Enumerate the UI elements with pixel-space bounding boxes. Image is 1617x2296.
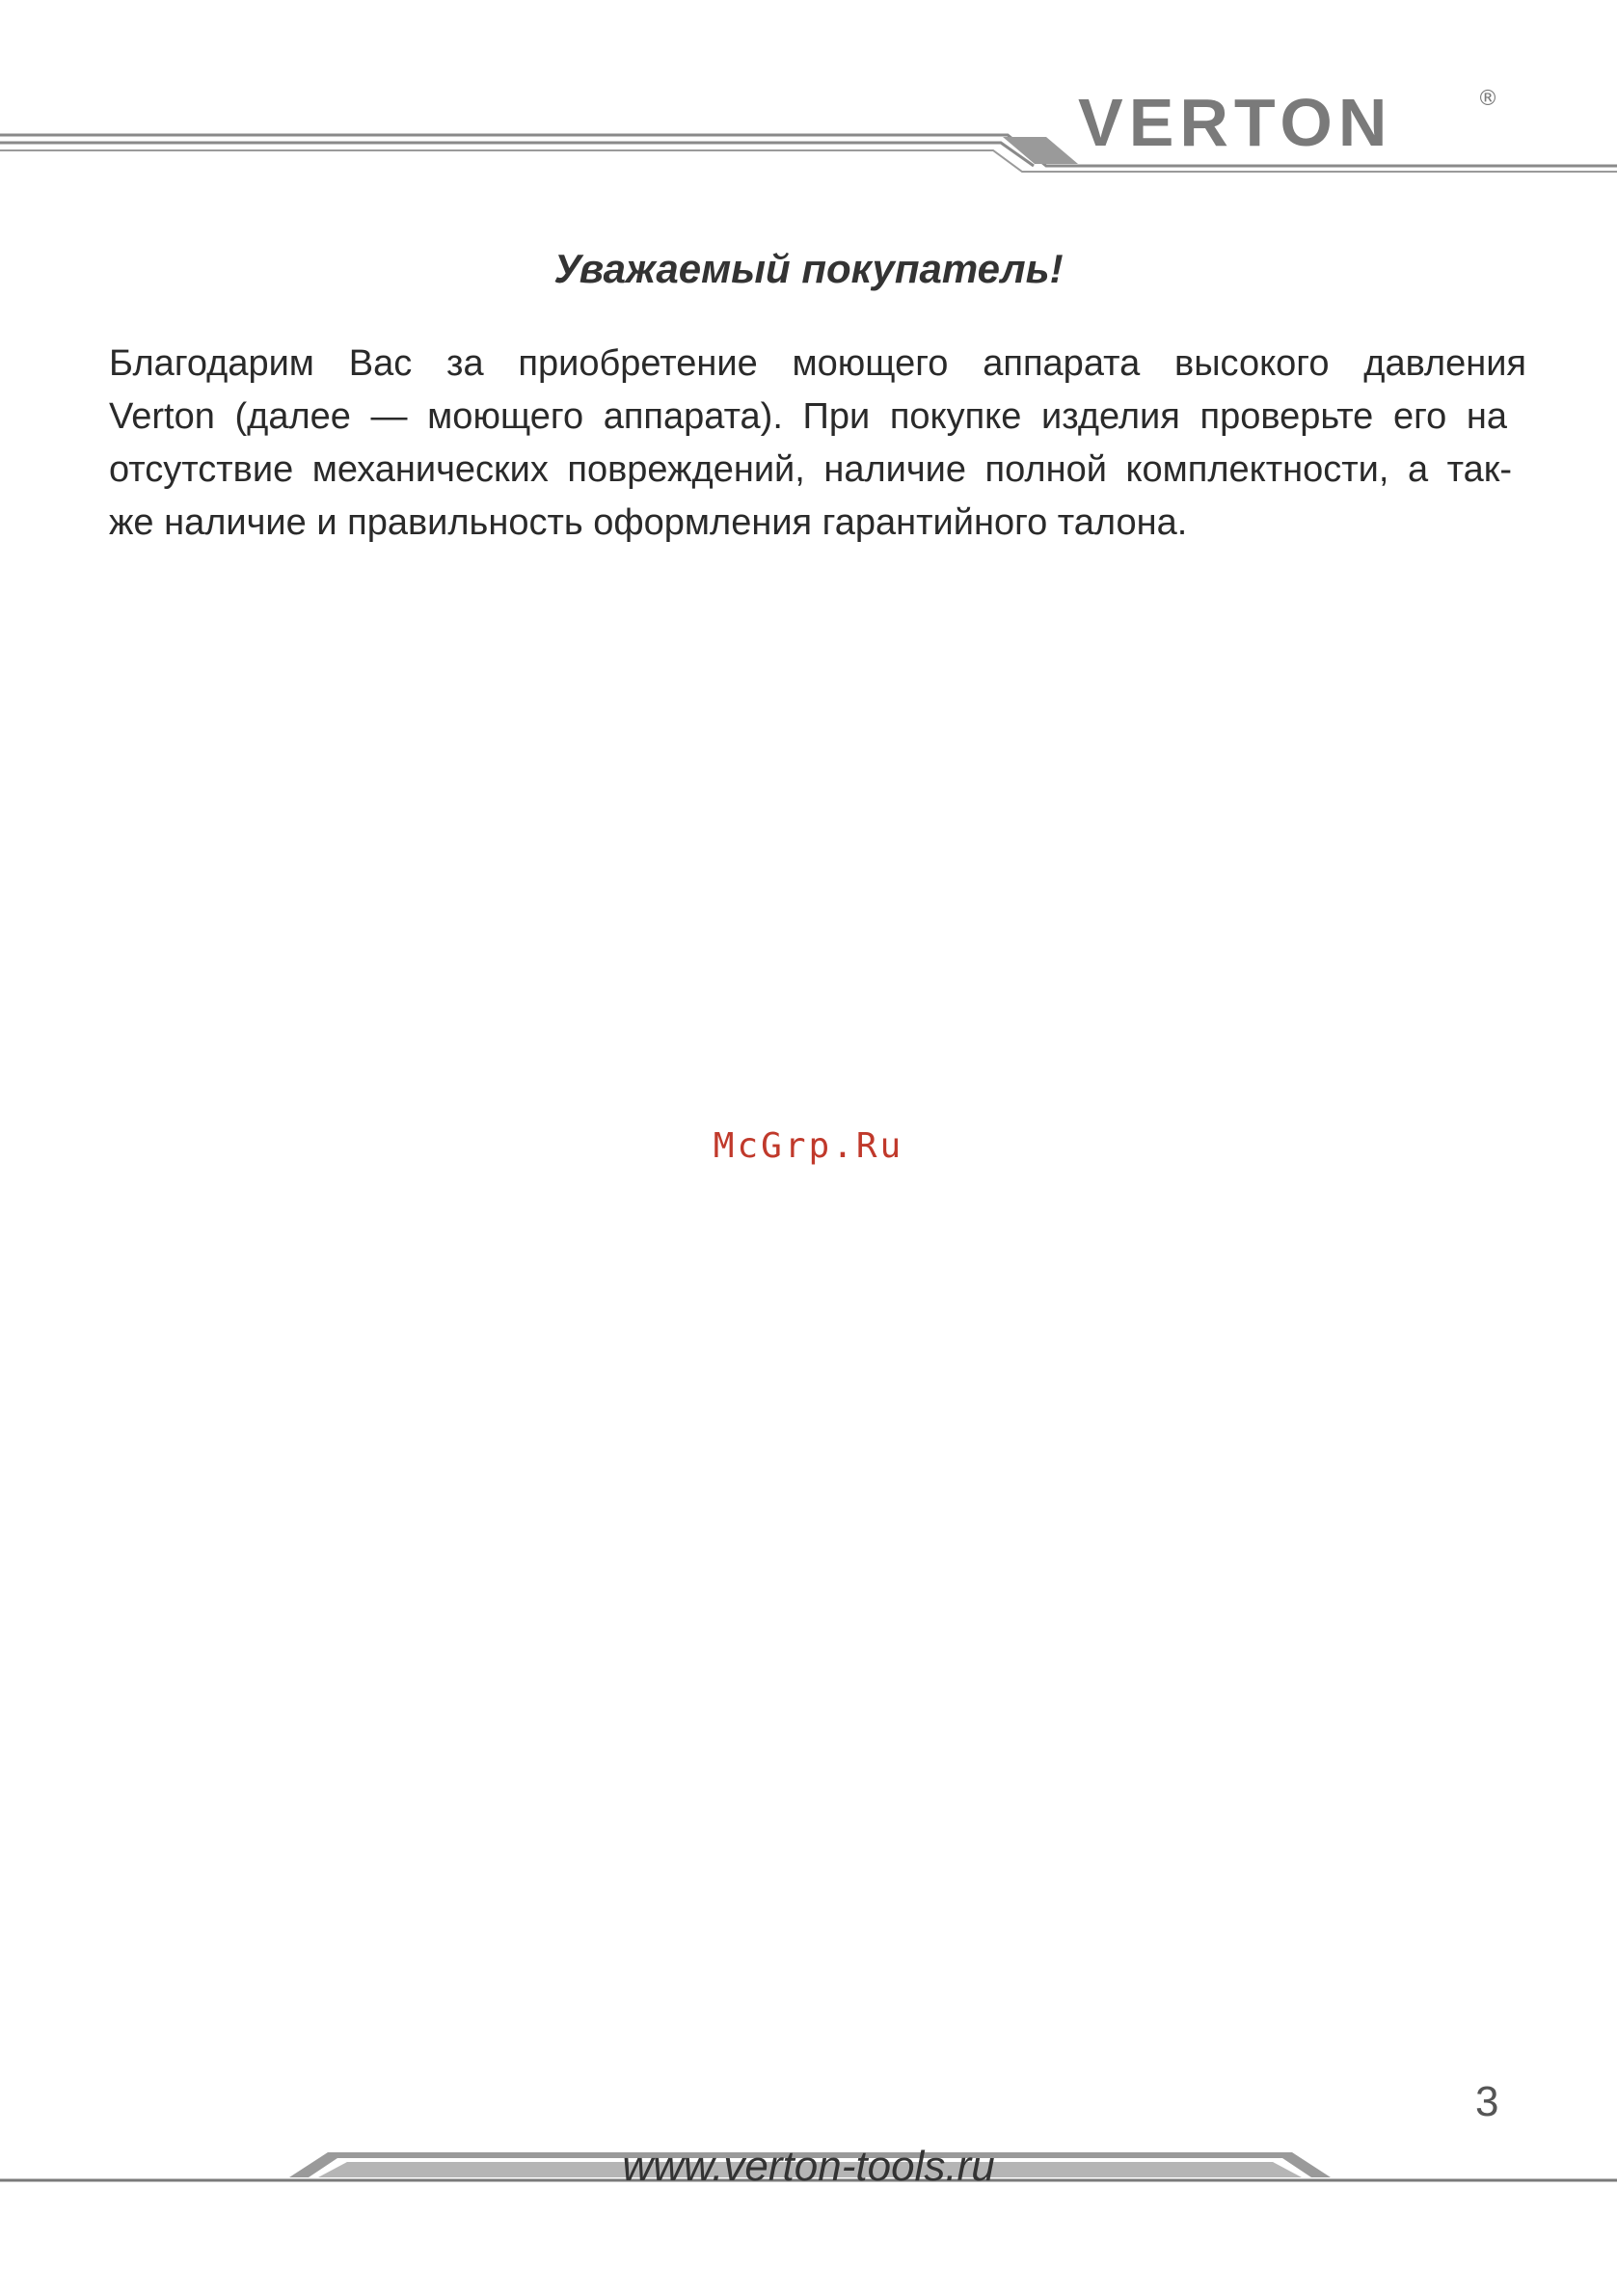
paragraph-line: Verton (далее — моющего аппарата). При покупке изделия проверьте его на — [109, 396, 1507, 437]
registered-mark: ® — [1477, 87, 1498, 111]
paragraph-line: же наличие и правильность оформления гарантийного талона. — [109, 502, 1188, 543]
verton-logo: VERTON — [1078, 85, 1393, 160]
watermark: McGrp.Ru — [713, 1126, 904, 1166]
page-number: 3 — [1475, 2078, 1499, 2125]
intro-paragraph — [109, 338, 1526, 550]
paragraph-line: отсутствие механических повреждений, наличие полной комплектности, а так- — [109, 449, 1512, 490]
footer-website-link[interactable]: www.verton-tools.ru — [622, 2143, 995, 2190]
page-title: Уважаемый покупатель! — [553, 246, 1064, 291]
paragraph-line: Благодарим Вас за приобретение моющего аппарата высокого давления — [109, 343, 1526, 384]
